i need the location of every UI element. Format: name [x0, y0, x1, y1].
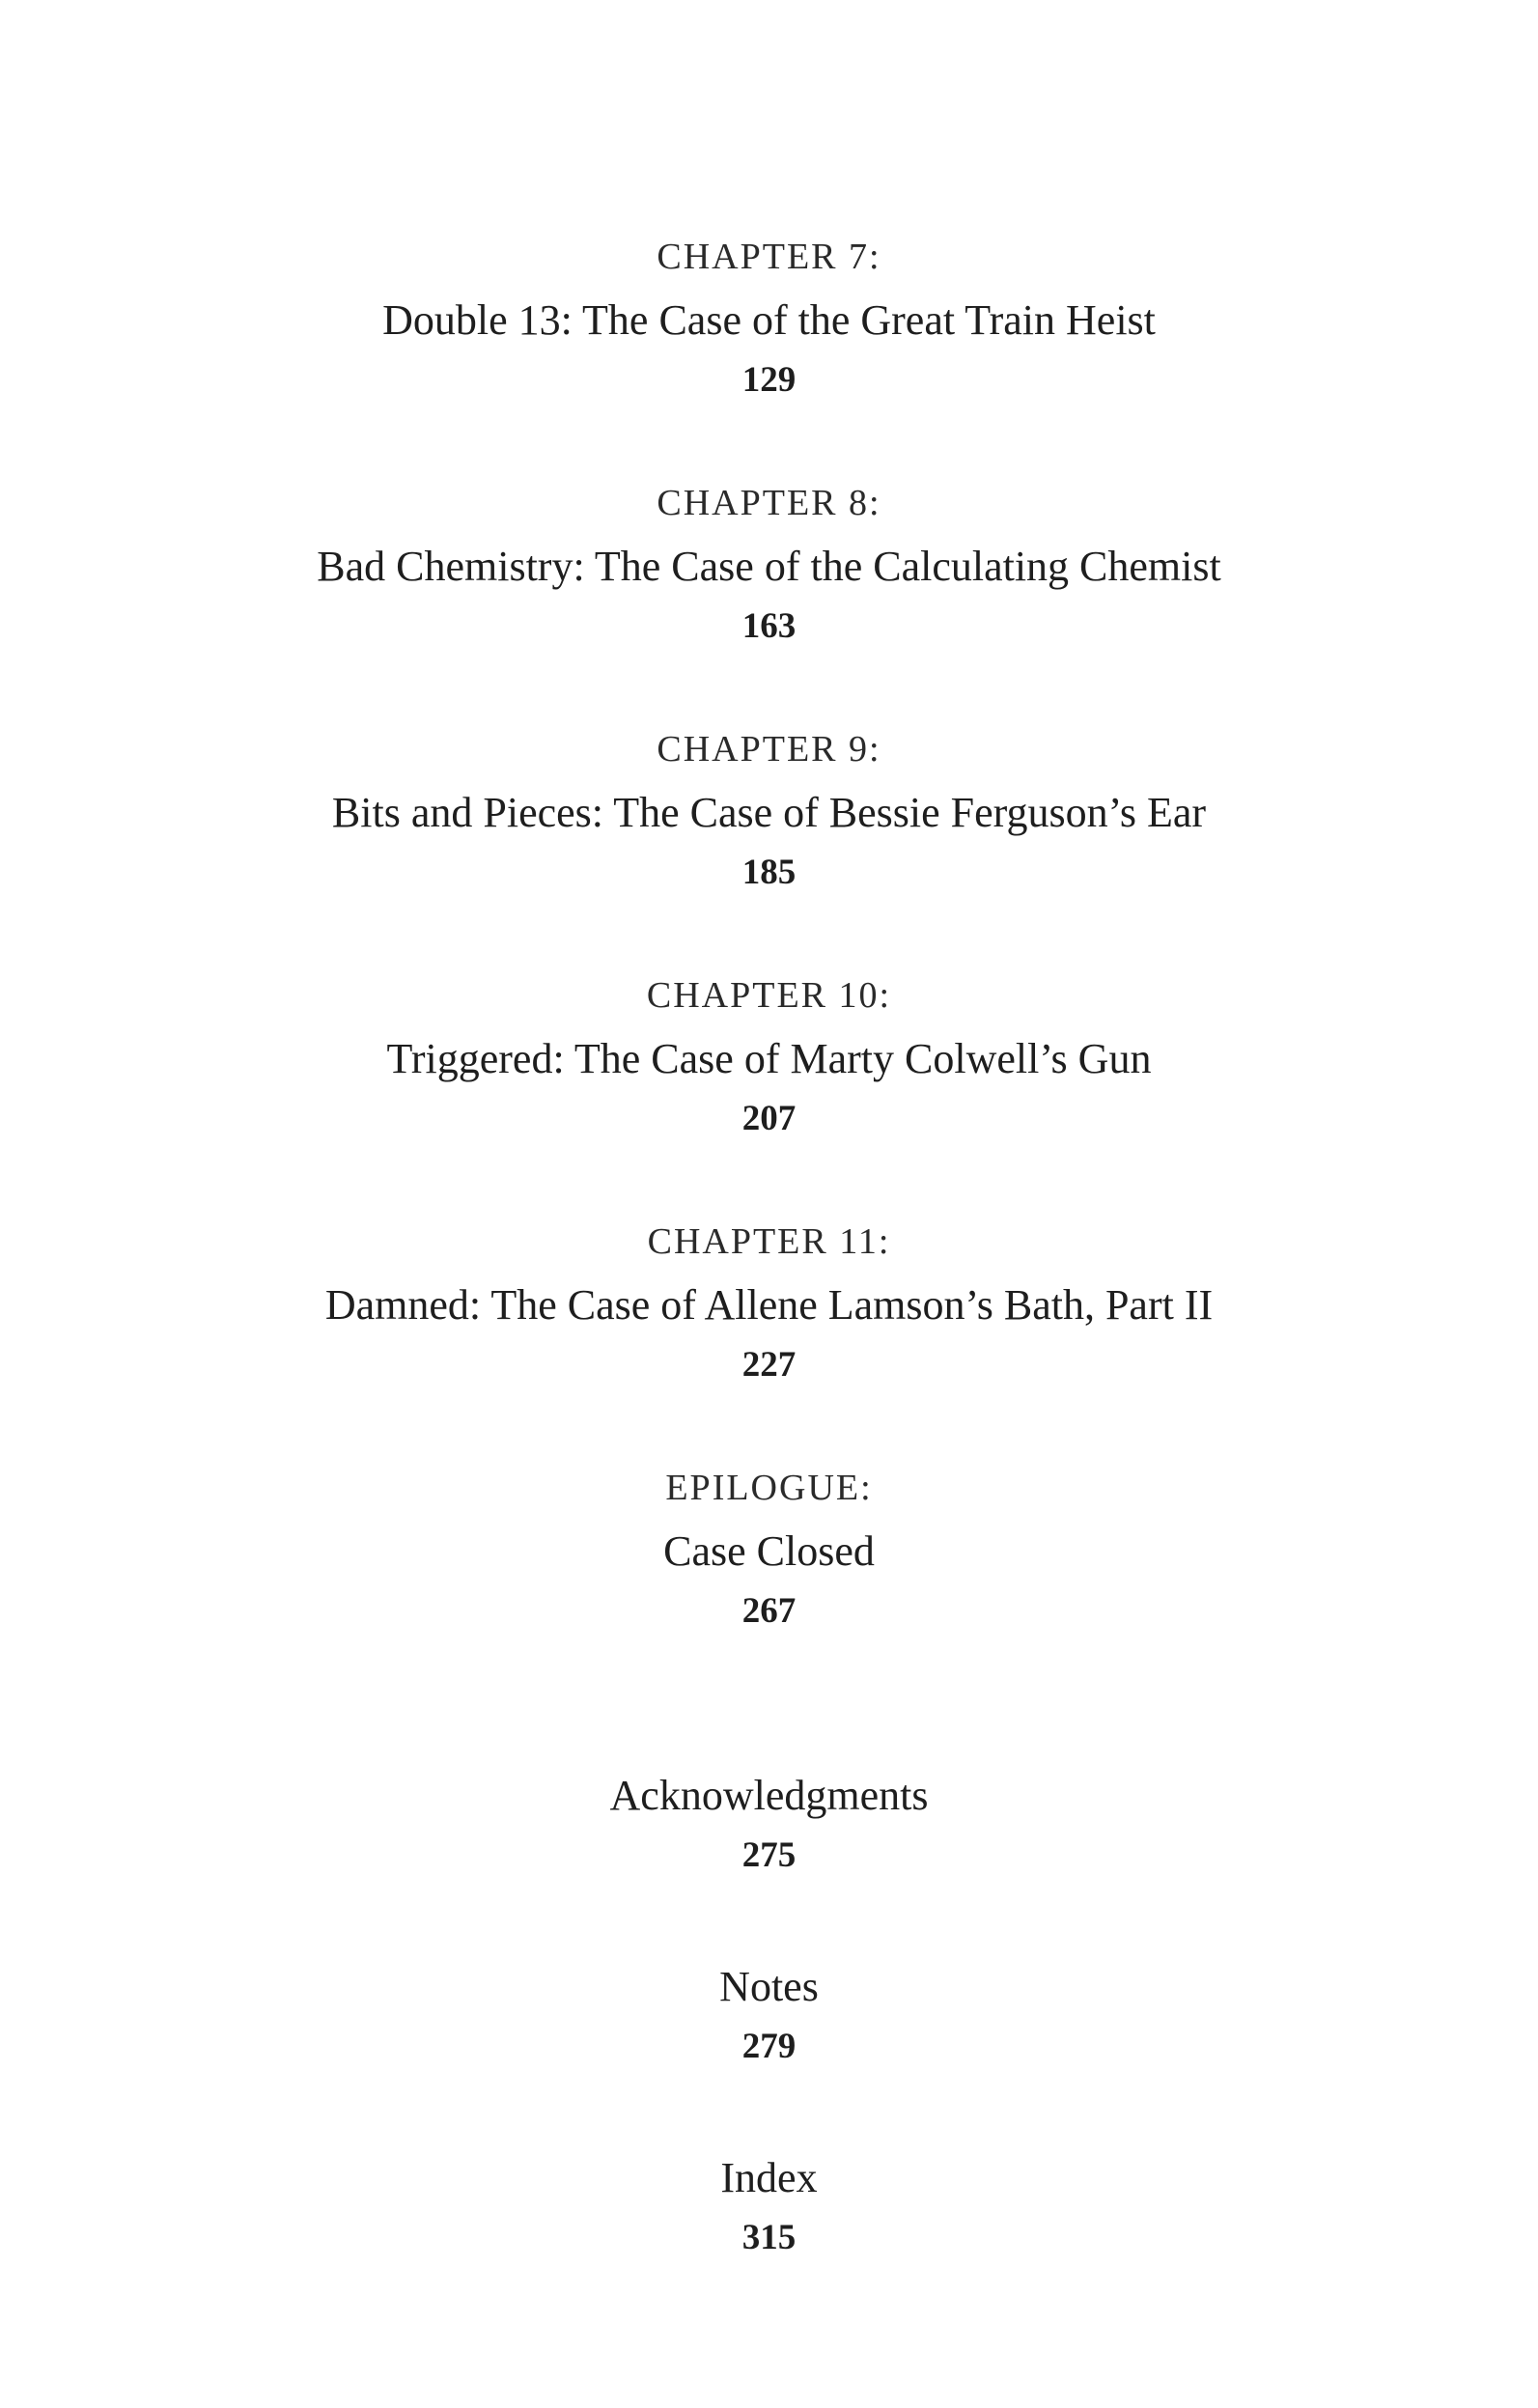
chapter-8-page: 163 [741, 606, 797, 646]
chapter-7-title: Double 13: The Case of the Great Train Heist [382, 296, 1156, 344]
chapter-11-title: Damned: The Case of Allene Lamson’s Bath, Part II [324, 1281, 1214, 1329]
chapter-8-title: Bad Chemistry: The Case of the Calculating Chemist [317, 543, 1221, 590]
chapter-9-label: CHAPTER 9: [657, 729, 881, 770]
epilogue-label: EPILOGUE: [665, 1468, 873, 1508]
chapter-9-page: 185 [741, 853, 797, 892]
notes-page: 279 [741, 2027, 797, 2066]
index-page: 315 [741, 2218, 797, 2257]
chapter-11-label: CHAPTER 11: [647, 1221, 891, 1262]
chapter-7-page: 129 [741, 360, 797, 400]
chapter-7-label: CHAPTER 7: [657, 237, 881, 277]
chapter-10-title: Triggered: The Case of Marty Colwell’s Gun [386, 1035, 1152, 1082]
notes-title: Notes [719, 1963, 819, 2010]
chapter-10-label: CHAPTER 10: [646, 975, 892, 1016]
epilogue-page: 267 [741, 1591, 797, 1631]
chapter-10-page: 207 [741, 1099, 797, 1138]
chapter-9-title: Bits and Pieces: The Case of Bessie Ferguson’s Ear [331, 789, 1207, 836]
chapter-11-page: 227 [741, 1345, 797, 1385]
acknowledgments-page: 275 [741, 1835, 797, 1875]
epilogue-title: Case Closed [663, 1527, 875, 1575]
chapter-8-label: CHAPTER 8: [657, 483, 881, 523]
acknowledgments-title: Acknowledgments [609, 1772, 929, 1819]
index-title: Index [720, 2154, 818, 2201]
